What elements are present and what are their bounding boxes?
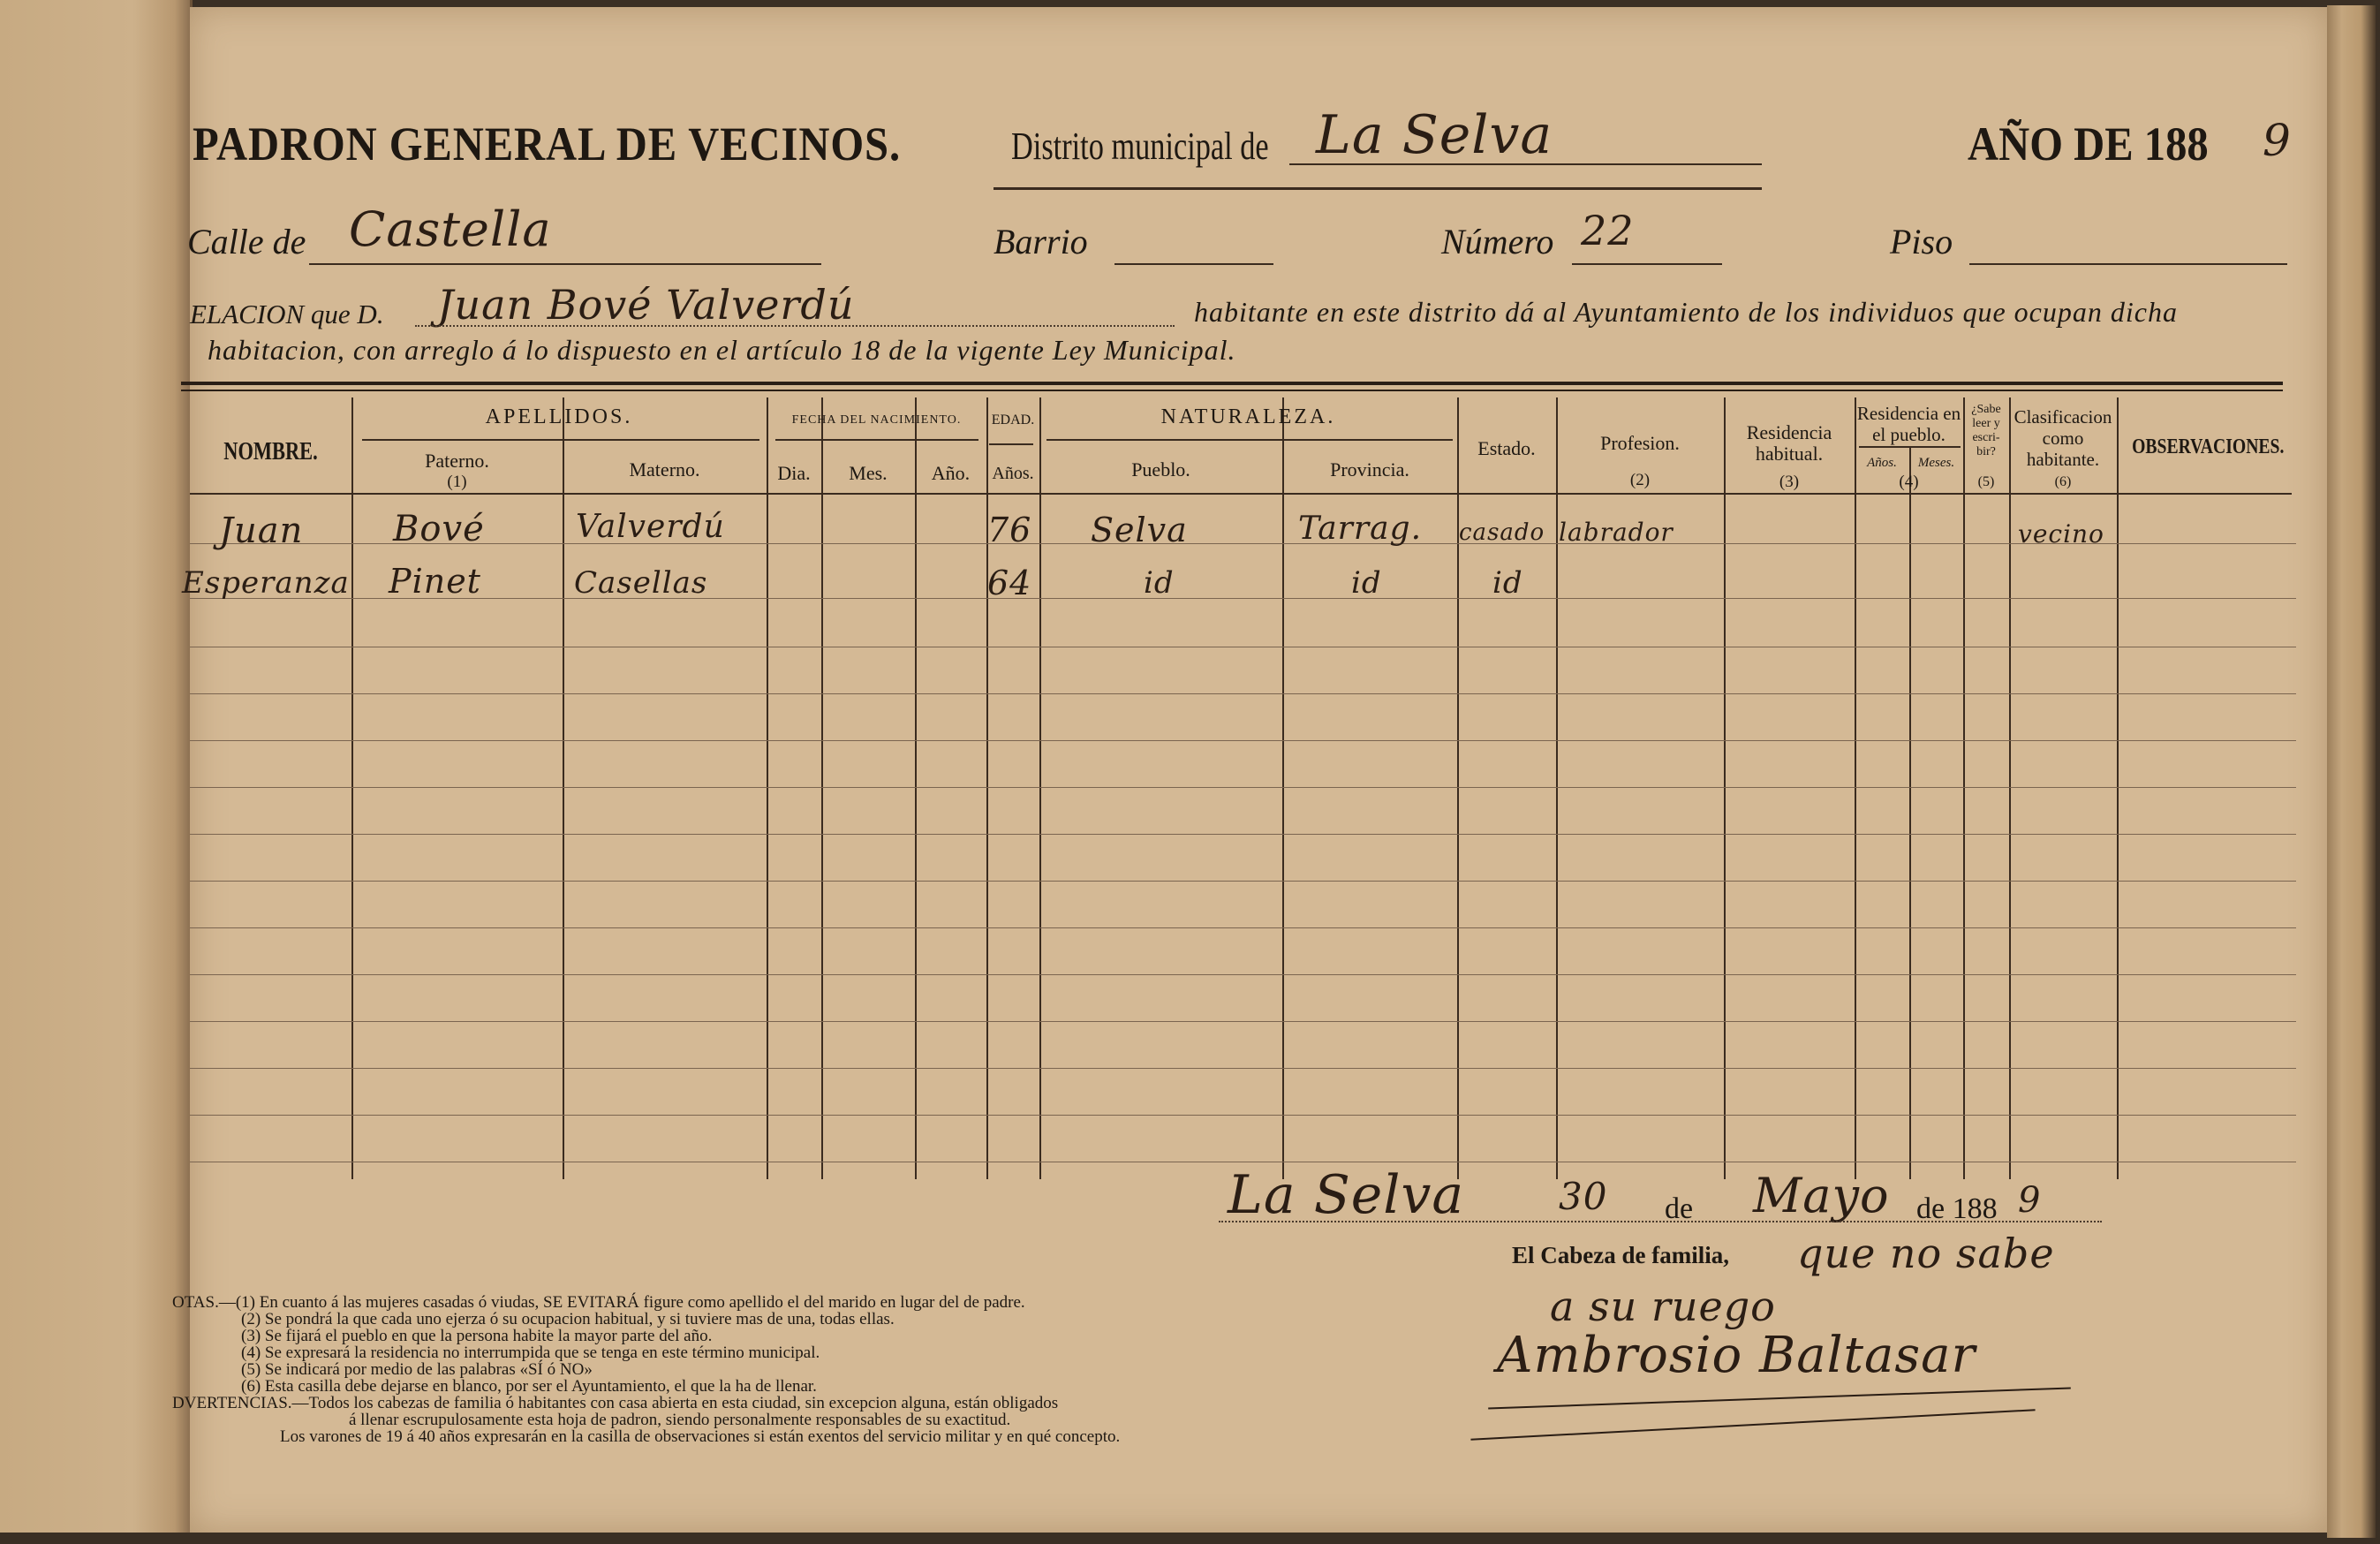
relation-text-line1: habitante en este distrito dá al Ayuntamiento de los individuos que ocupan dicha — [1194, 296, 2178, 328]
row2-estado: id — [1492, 565, 1523, 601]
barrio-label: Barrio — [994, 222, 1088, 261]
col-paterno-note: (1) — [447, 473, 467, 491]
advertencias-2: á llenar escrupulosamente esta hoja de padron, siendo personalmente responsables de su exactitud. — [349, 1411, 1011, 1429]
col-clasificacion: Clasificacion como habitante. — [2014, 406, 2112, 470]
header-bottom-rule — [190, 493, 2292, 495]
table-row — [190, 1068, 2296, 1069]
col-fecha: FECHA DEL NACIMIENTO. — [791, 413, 962, 427]
table-row — [190, 787, 2296, 788]
table-row — [190, 927, 2296, 928]
left-page-fragment — [0, 0, 193, 1533]
col-dia: Dia. — [777, 462, 811, 484]
col-sabe-note: (5) — [1977, 474, 1995, 489]
table-row — [190, 881, 2296, 882]
table-top-rule — [181, 382, 2283, 391]
note-1: OTAS.—(1) En cuanto á las mujeres casadas ó viudas, SE EVITARÁ figure como apellido el del marido en lugar del de padre. — [172, 1293, 1025, 1312]
row1-clasificacion: vecino — [2018, 519, 2104, 549]
col-apellidos: APELLIDOS. — [485, 405, 633, 428]
table-row — [190, 834, 2296, 835]
col-naturaleza: NATURALEZA. — [1160, 405, 1336, 428]
row1-materno: Valverdú — [576, 509, 725, 545]
district-underline — [1289, 163, 1762, 165]
col-estado: Estado. — [1477, 437, 1536, 459]
col-pueblo: Pueblo. — [1131, 458, 1190, 481]
book-edge — [2327, 5, 2376, 1538]
row1-profesion: labrador — [1559, 518, 1674, 547]
signature: Ambrosio Baltasar — [1497, 1327, 1976, 1384]
notes-block — [172, 1294, 1120, 1445]
note-4: (4) Se expresará la residencia no interrumpida que se tenga en este término municipal. — [241, 1343, 820, 1362]
numero-value: 22 — [1581, 207, 1635, 254]
table-row — [190, 543, 2296, 544]
footer-place: La Selva — [1228, 1164, 1465, 1226]
street-label: Calle de — [187, 222, 306, 261]
row1-estado: casado — [1459, 519, 1545, 546]
row1-provincia: Tarrag. — [1298, 511, 1423, 547]
note-6: (6) Esta casilla debe dejarse en blanco, por ser el Ayuntamiento, el que la ha de llenar. — [241, 1377, 817, 1396]
col-observaciones: OBSERVACIONES. — [2132, 435, 2285, 458]
col-profesion-note: (2) — [1629, 471, 1651, 489]
row1-edad: 76 — [987, 511, 1032, 549]
col-edad: EDAD. — [991, 412, 1035, 428]
row1-pueblo: Selva — [1091, 511, 1188, 549]
note-2: (2) Se pondrá la que cada uno ejerza ó su ocupacion habitual, y si tuviere mas de una, todas ellas. — [241, 1310, 895, 1328]
numero-label: Número — [1441, 222, 1554, 261]
relation-name: Juan Bové Valverdú — [437, 281, 855, 329]
row2-edad: 64 — [987, 564, 1032, 602]
col-res-meses: Meses. — [1917, 456, 1955, 470]
col-residencia-pueblo: Residencia en el pueblo. — [1856, 403, 1961, 445]
table-row — [190, 740, 2296, 741]
note-3: (3) Se fijará el pueblo en que la persona habite la mayor parte del año. — [241, 1327, 713, 1345]
row1-paterno: Bové — [393, 509, 485, 549]
row2-materno: Casellas — [574, 565, 708, 601]
col-provincia: Provincia. — [1330, 458, 1409, 481]
cabeza-label: El Cabeza de familia, — [1512, 1242, 1729, 1268]
table-row — [190, 1021, 2296, 1022]
col-residencia-pueblo-note: (4) — [1899, 473, 1919, 491]
advertencias-1: DVERTENCIAS.—Todos los cabezas de familia ó habitantes con casa abierta en esta ciudad, sin excepcion alguna, están obligados — [172, 1394, 1059, 1412]
col-profesion: Profesion. — [1600, 432, 1680, 454]
relation-label: ELACION que D. — [190, 299, 384, 329]
district-label: Distrito municipal de — [1011, 125, 1269, 168]
street-value: Castella — [349, 201, 552, 257]
cabeza-note-line2: a su ruego — [1550, 1283, 1776, 1330]
col-res-anos: Años. — [1867, 456, 1897, 470]
col-residencia-habitual: Residencia habitual. — [1746, 421, 1832, 465]
advertencias-3: Los varones de 19 á 40 años expresarán en la casilla de observaciones si están exentos del servicio militar y en qué concepto. — [280, 1427, 1121, 1446]
col-paterno: Paterno. — [425, 450, 489, 472]
col-mes: Mes. — [849, 462, 888, 484]
row2-provincia: id — [1351, 565, 1382, 601]
col-ano: Año. — [931, 462, 971, 484]
piso-label: Piso — [1890, 222, 1953, 261]
footer-month: Mayo — [1753, 1168, 1890, 1223]
table-row — [190, 598, 2296, 599]
table-row — [190, 693, 2296, 694]
row2-nombre: Esperanza — [182, 565, 350, 601]
table-row — [190, 974, 2296, 975]
year-value: 9 — [2263, 115, 2292, 166]
page-title: PADRON GENERAL DE VECINOS. — [193, 117, 902, 170]
row1-nombre: Juan — [219, 511, 304, 551]
table-row — [190, 1115, 2296, 1116]
cabeza-note-line1: que no sabe — [1797, 1230, 2055, 1277]
relation-text-line2: habitacion, con arreglo á lo dispuesto en el artículo 18 de la vigente Ley Municipal. — [208, 334, 1236, 366]
year-label: AÑO DE 188 — [1968, 117, 2209, 170]
row2-paterno: Pinet — [389, 562, 481, 601]
col-clasificacion-note: (6) — [2054, 474, 2072, 489]
row2-pueblo: id — [1144, 565, 1175, 601]
col-materno: Materno. — [629, 458, 700, 481]
col-residencia-habitual-note: (3) — [1779, 473, 1800, 491]
footer-year-value: 9 — [2018, 1180, 2042, 1221]
note-5: (5) Se indicará por medio de las palabras «SÍ ó NO» — [241, 1360, 593, 1379]
col-sabe: ¿Sabe leer y escri- bir? — [1971, 403, 2001, 458]
footer-day: 30 — [1559, 1175, 1608, 1218]
district-value: La Selva — [1316, 104, 1553, 166]
footer-de: de — [1665, 1192, 1694, 1225]
col-nombre: NOMBRE. — [223, 438, 318, 465]
footer-year-label: de 188 — [1916, 1192, 1998, 1225]
col-anos: Años. — [992, 464, 1034, 483]
